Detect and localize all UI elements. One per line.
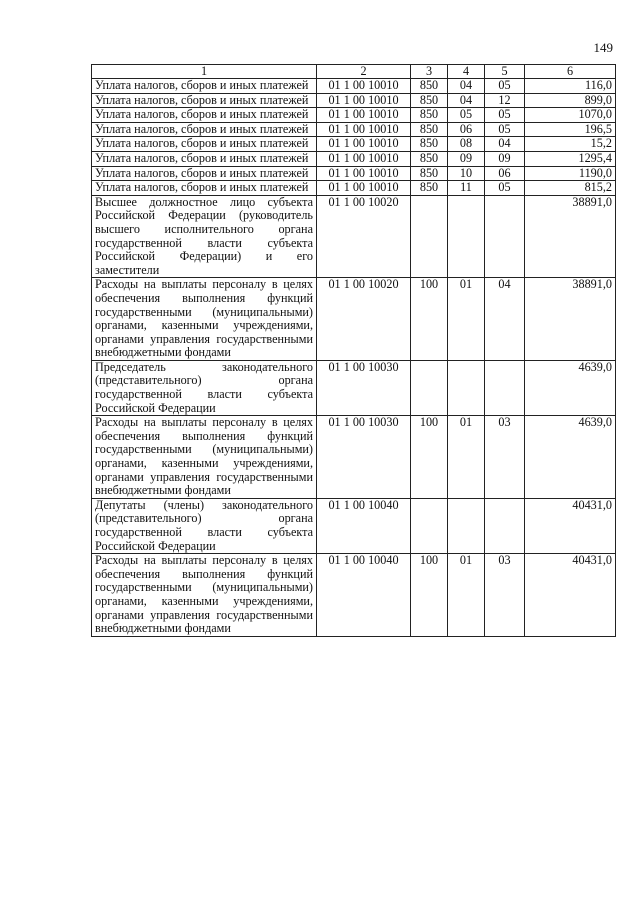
row-amount-cell: 15,2 — [525, 137, 616, 152]
row-subsection-cell: 04 — [485, 278, 525, 361]
row-code-cell: 01 1 00 10020 — [317, 195, 411, 278]
row-code-cell: 01 1 00 10040 — [317, 498, 411, 553]
row-amount-cell: 196,5 — [525, 122, 616, 137]
row-section-cell: 10 — [448, 166, 485, 181]
row-section-cell — [448, 360, 485, 415]
row-subsection-cell: 06 — [485, 166, 525, 181]
row-amount-cell: 4639,0 — [525, 360, 616, 415]
budget-table — [91, 64, 616, 637]
row-subsection-cell — [485, 498, 525, 553]
table-header-row — [92, 65, 616, 79]
row-code-cell: 01 1 00 10010 — [317, 137, 411, 152]
column-header: 6 — [525, 65, 616, 79]
row-subsection-cell: 03 — [485, 416, 525, 499]
table-row — [92, 360, 616, 415]
row-amount-cell: 38891,0 — [525, 278, 616, 361]
row-amount-cell: 40431,0 — [525, 498, 616, 553]
table-row — [92, 108, 616, 123]
row-name-cell: Расходы на выплаты персоналу в целях обеспечения выполнения функций государственными (муниципальными) органами, казенными учреждениями, органами управления государственными внебюджетными фондами — [92, 278, 317, 361]
row-code-cell: 01 1 00 10010 — [317, 122, 411, 137]
row-code-cell: 01 1 00 10010 — [317, 166, 411, 181]
row-subsection-cell: 05 — [485, 181, 525, 196]
row-code-cell: 01 1 00 10020 — [317, 278, 411, 361]
column-header: 2 — [317, 65, 411, 79]
row-code-cell: 01 1 00 10030 — [317, 360, 411, 415]
table-row — [92, 166, 616, 181]
row-section-cell: 08 — [448, 137, 485, 152]
table-body — [92, 79, 616, 637]
row-name-cell: Высшее должностное лицо субъекта Российской Федерации (руководитель высшего исполнительного органа государственной власти субъекта Российской Федерации) и его заместители — [92, 195, 317, 278]
row-name-cell: Расходы на выплаты персоналу в целях обеспечения выполнения функций государственными (муниципальными) органами, казенными учреждениями, органами управления государственными внебюджетными фондами — [92, 416, 317, 499]
row-name-cell: Уплата налогов, сборов и иных платежей — [92, 181, 317, 196]
row-expense-type-cell: 850 — [411, 108, 448, 123]
table-row — [92, 151, 616, 166]
row-name-cell: Депутаты (члены) законодательного (представительного) органа государственной власти субъекта Российской Федерации — [92, 498, 317, 553]
row-subsection-cell: 04 — [485, 137, 525, 152]
row-code-cell: 01 1 00 10010 — [317, 151, 411, 166]
row-section-cell: 09 — [448, 151, 485, 166]
row-amount-cell: 1070,0 — [525, 108, 616, 123]
row-section-cell: 01 — [448, 554, 485, 637]
row-amount-cell: 1190,0 — [525, 166, 616, 181]
row-subsection-cell: 03 — [485, 554, 525, 637]
table-row — [92, 122, 616, 137]
row-code-cell: 01 1 00 10010 — [317, 93, 411, 108]
row-amount-cell: 4639,0 — [525, 416, 616, 499]
row-name-cell: Уплата налогов, сборов и иных платежей — [92, 151, 317, 166]
row-name-cell: Уплата налогов, сборов и иных платежей — [92, 122, 317, 137]
column-header: 3 — [411, 65, 448, 79]
row-expense-type-cell: 850 — [411, 79, 448, 94]
row-expense-type-cell — [411, 360, 448, 415]
row-section-cell: 05 — [448, 108, 485, 123]
row-name-cell: Уплата налогов, сборов и иных платежей — [92, 137, 317, 152]
row-code-cell: 01 1 00 10040 — [317, 554, 411, 637]
table-row — [92, 137, 616, 152]
row-section-cell: 04 — [448, 93, 485, 108]
table-row — [92, 278, 616, 361]
page-number: 149 — [593, 40, 613, 55]
row-expense-type-cell: 100 — [411, 416, 448, 499]
row-subsection-cell — [485, 195, 525, 278]
row-expense-type-cell: 100 — [411, 278, 448, 361]
row-name-cell: Уплата налогов, сборов и иных платежей — [92, 166, 317, 181]
row-name-cell: Уплата налогов, сборов и иных платежей — [92, 93, 317, 108]
row-expense-type-cell — [411, 498, 448, 553]
table-row — [92, 195, 616, 278]
row-section-cell — [448, 195, 485, 278]
row-name-cell: Уплата налогов, сборов и иных платежей — [92, 79, 317, 94]
row-section-cell — [448, 498, 485, 553]
row-amount-cell: 815,2 — [525, 181, 616, 196]
row-expense-type-cell: 850 — [411, 181, 448, 196]
row-expense-type-cell: 850 — [411, 166, 448, 181]
row-code-cell: 01 1 00 10010 — [317, 181, 411, 196]
row-amount-cell: 1295,4 — [525, 151, 616, 166]
row-subsection-cell — [485, 360, 525, 415]
table-row — [92, 554, 616, 637]
row-expense-type-cell: 850 — [411, 151, 448, 166]
row-section-cell: 04 — [448, 79, 485, 94]
row-amount-cell: 40431,0 — [525, 554, 616, 637]
table-row — [92, 79, 616, 94]
row-amount-cell: 899,0 — [525, 93, 616, 108]
table-row — [92, 181, 616, 196]
row-code-cell: 01 1 00 10010 — [317, 79, 411, 94]
row-subsection-cell: 09 — [485, 151, 525, 166]
row-section-cell: 06 — [448, 122, 485, 137]
row-expense-type-cell: 100 — [411, 554, 448, 637]
column-header: 1 — [92, 65, 317, 79]
table-row — [92, 498, 616, 553]
row-amount-cell: 38891,0 — [525, 195, 616, 278]
row-name-cell: Уплата налогов, сборов и иных платежей — [92, 108, 317, 123]
row-expense-type-cell: 850 — [411, 122, 448, 137]
row-subsection-cell: 05 — [485, 122, 525, 137]
row-code-cell: 01 1 00 10030 — [317, 416, 411, 499]
column-header: 4 — [448, 65, 485, 79]
table-row — [92, 416, 616, 499]
row-expense-type-cell: 850 — [411, 93, 448, 108]
row-section-cell: 11 — [448, 181, 485, 196]
row-name-cell: Председатель законодательного (представительного) органа государственной власти субъекта Российской Федерации — [92, 360, 317, 415]
column-header: 5 — [485, 65, 525, 79]
table-row — [92, 93, 616, 108]
row-subsection-cell: 05 — [485, 108, 525, 123]
row-amount-cell: 116,0 — [525, 79, 616, 94]
row-code-cell: 01 1 00 10010 — [317, 108, 411, 123]
row-name-cell: Расходы на выплаты персоналу в целях обеспечения выполнения функций государственными (муниципальными) органами, казенными учреждениями, органами управления государственными внебюджетными фондами — [92, 554, 317, 637]
row-expense-type-cell: 850 — [411, 137, 448, 152]
row-section-cell: 01 — [448, 416, 485, 499]
row-section-cell: 01 — [448, 278, 485, 361]
row-subsection-cell: 05 — [485, 79, 525, 94]
row-expense-type-cell — [411, 195, 448, 278]
row-subsection-cell: 12 — [485, 93, 525, 108]
